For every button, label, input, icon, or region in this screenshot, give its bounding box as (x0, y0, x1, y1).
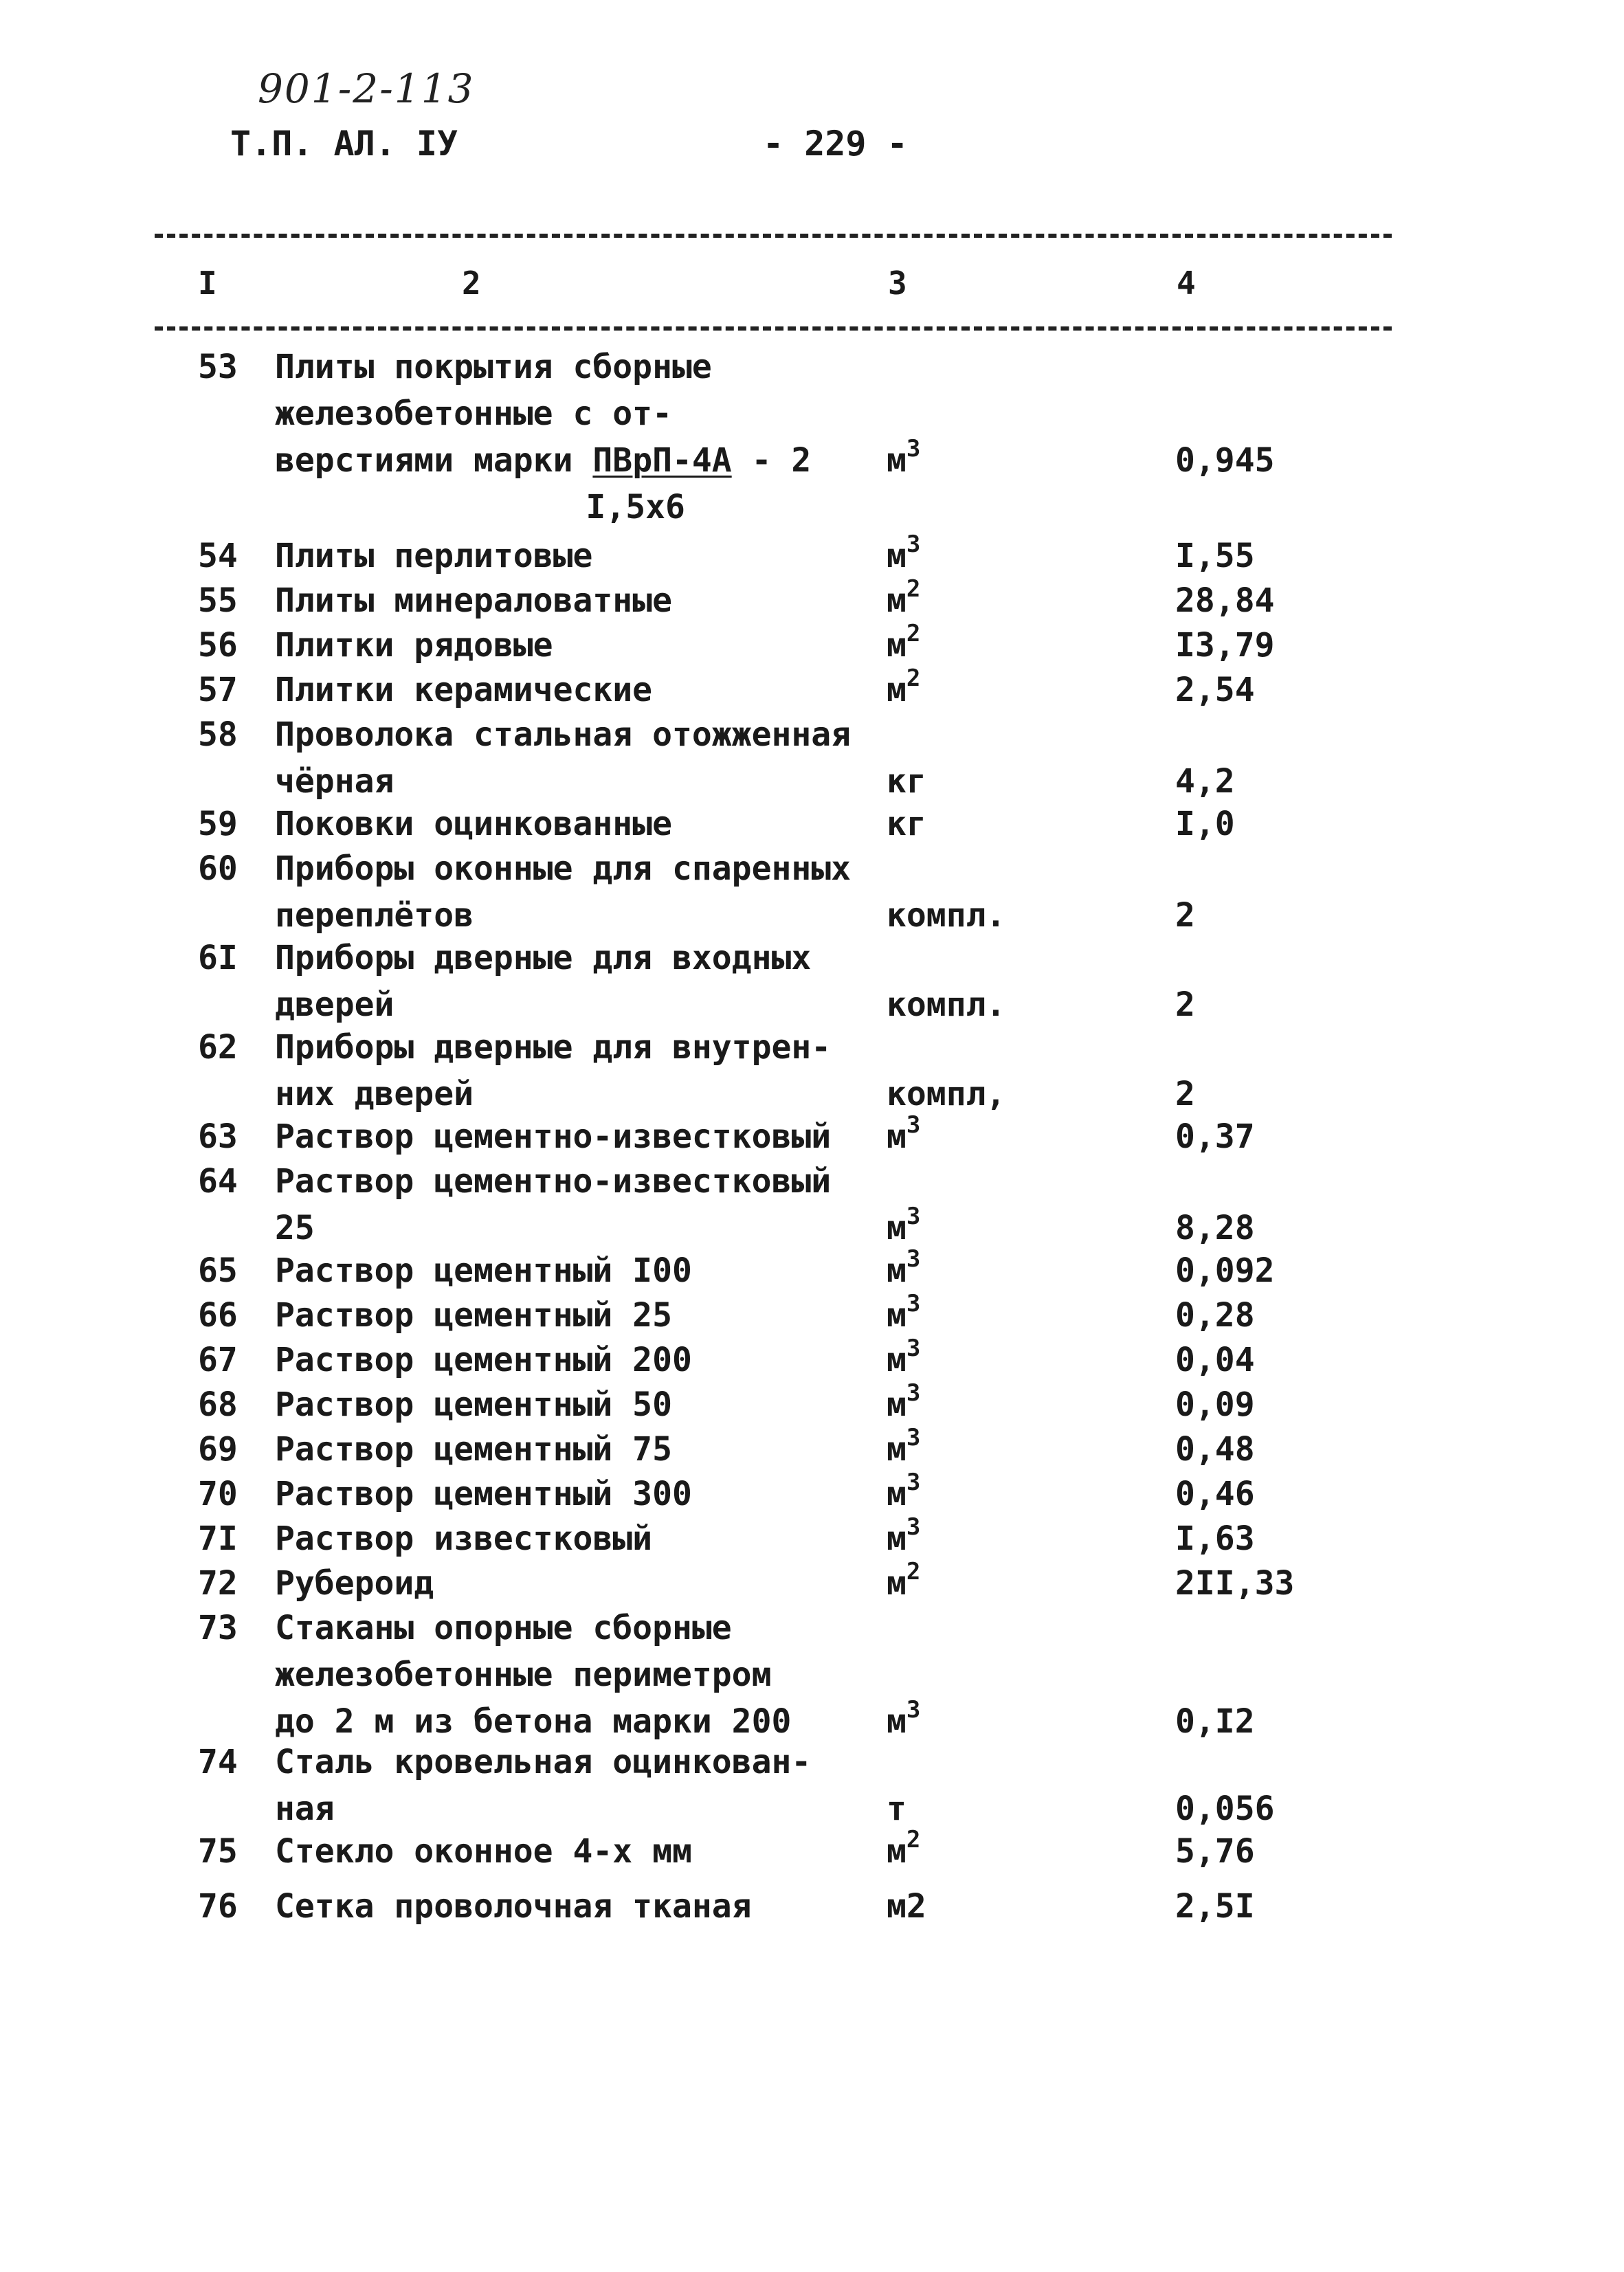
unit-base: м (887, 441, 906, 480)
unit-exponent: 3 (906, 1111, 921, 1139)
unit-of-measure (887, 1381, 920, 1428)
column-header-1: I (198, 265, 217, 302)
material-name-line (275, 935, 811, 981)
material-name-line (275, 1158, 831, 1205)
mark-denominator: I,5x6 (586, 488, 685, 526)
row-number: 66 (198, 1296, 238, 1335)
material-name-line (275, 1292, 672, 1339)
material-name (275, 533, 592, 579)
unit-of-measure (887, 577, 920, 624)
material-name-line (275, 1605, 791, 1651)
material-name (275, 1247, 692, 1294)
unit-base: м (887, 1385, 906, 1424)
material-name-line (275, 1560, 434, 1607)
unit-exponent: 3 (906, 1335, 921, 1362)
row-number: 53 (198, 348, 238, 386)
material-name-text: верстиями марки (275, 441, 573, 480)
material-name-line (275, 1471, 692, 1517)
material-name (275, 801, 672, 847)
unit-exponent: 3 (906, 1513, 921, 1541)
material-name-text: Сетка проволочная тканая (275, 1887, 752, 1926)
unit-base: кг (887, 805, 926, 843)
material-name-line (275, 1205, 831, 1251)
quantity: 2 (1175, 1075, 1195, 1113)
row-number: 7I (198, 1519, 238, 1558)
unit-exponent: 3 (906, 1424, 921, 1451)
material-name-line (275, 437, 812, 526)
document-code: Т.П. АЛ. IУ (230, 124, 458, 164)
material-name (275, 845, 851, 939)
material-name-text: Раствор цементный I00 (275, 1251, 692, 1290)
material-name-text: Раствор известковый (275, 1519, 653, 1558)
material-name-text: Раствор цементный 200 (275, 1341, 692, 1379)
material-name-text: Стекло оконное 4-х мм (275, 1832, 692, 1871)
quantity: 0,28 (1175, 1296, 1255, 1335)
row-number: 69 (198, 1430, 238, 1469)
material-name-text: Раствор цементный 300 (275, 1475, 692, 1513)
quantity: 0,I2 (1175, 1702, 1255, 1741)
unit-exponent: 2 (906, 575, 921, 603)
unit-base: м (887, 1832, 906, 1871)
quantity: I,55 (1175, 537, 1255, 575)
unit-of-measure (887, 1292, 920, 1339)
material-name-text: Проволока стальная отожженная (275, 715, 852, 754)
material-name (275, 1515, 652, 1562)
quantity: 4,2 (1175, 762, 1235, 801)
unit-of-measure (887, 622, 920, 669)
material-name-line (275, 1785, 811, 1832)
material-name-line (275, 1698, 791, 1745)
material-name (275, 1337, 692, 1383)
unit-exponent: 2 (906, 665, 921, 692)
material-name-line (275, 1828, 692, 1875)
unit-base: м (887, 1251, 906, 1290)
unit-exponent: 3 (906, 1203, 921, 1230)
unit-of-measure (887, 533, 920, 579)
unit-exponent: 3 (906, 1379, 921, 1407)
row-number: 54 (198, 537, 238, 575)
row-number: 75 (198, 1832, 238, 1871)
unit-base: м (887, 671, 906, 709)
row-number: 72 (198, 1564, 238, 1603)
unit-base: м2 (887, 1887, 926, 1926)
quantity: 8,28 (1175, 1209, 1255, 1247)
unit-base: компл. (887, 985, 1006, 1024)
material-name-text: 25 (275, 1209, 315, 1247)
material-name (275, 1739, 811, 1832)
quantity: 0,056 (1175, 1790, 1275, 1828)
unit-exponent: 2 (906, 620, 921, 647)
unit-of-measure (887, 437, 920, 484)
unit-of-measure (887, 1883, 926, 1930)
material-name (275, 935, 811, 1028)
row-number: 65 (198, 1251, 238, 1290)
mark-suffix: - 2 (731, 441, 812, 480)
material-name-line (275, 758, 851, 805)
material-name (275, 1381, 672, 1428)
column-header-3: 3 (888, 265, 907, 302)
row-number: 59 (198, 805, 238, 843)
quantity: 2 (1175, 896, 1195, 935)
unit-of-measure (887, 1471, 920, 1517)
unit-of-measure (887, 1560, 920, 1607)
unit-base: т (887, 1790, 906, 1828)
unit-of-measure (887, 1785, 906, 1832)
material-name-line (275, 1515, 652, 1562)
table-top-rule (155, 234, 1392, 238)
quantity: 0,37 (1175, 1117, 1255, 1156)
unit-exponent: 3 (906, 531, 921, 558)
material-name (275, 1024, 831, 1117)
material-name-line (275, 1247, 692, 1294)
material-name-text: переплётов (275, 896, 474, 935)
material-name-text: Поковки оцинкованные (275, 805, 672, 843)
quantity: 2 (1175, 985, 1195, 1024)
material-name-text: Раствор цементно-известковый (275, 1162, 832, 1201)
quantity: 0,945 (1175, 441, 1275, 480)
material-name-text: Раствор цементный 25 (275, 1296, 672, 1335)
quantity: I,63 (1175, 1519, 1255, 1558)
unit-of-measure (887, 1337, 920, 1383)
quantity: 2II,33 (1175, 1564, 1295, 1603)
unit-of-measure (887, 1071, 1005, 1117)
material-name-line (275, 1381, 672, 1428)
material-name-text: Сталь кровельная оцинкован- (275, 1743, 812, 1781)
quantity: 0,09 (1175, 1385, 1255, 1424)
material-name-text: Раствор цементный 50 (275, 1385, 672, 1424)
material-name-text: Приборы дверные для внутрен- (275, 1028, 832, 1067)
unit-base: м (887, 626, 906, 665)
row-number: 73 (198, 1609, 238, 1647)
unit-of-measure (887, 1426, 920, 1473)
row-number: 60 (198, 849, 238, 888)
material-name (275, 1883, 752, 1930)
unit-of-measure (887, 1698, 920, 1745)
material-name-line (275, 1024, 831, 1071)
material-name-text: Плитки рядовые (275, 626, 553, 665)
row-number: 68 (198, 1385, 238, 1424)
row-number: 58 (198, 715, 238, 754)
row-number: 74 (198, 1743, 238, 1781)
row-number: 57 (198, 671, 238, 709)
quantity: 0,092 (1175, 1251, 1275, 1290)
unit-of-measure (887, 1515, 920, 1562)
row-number: 76 (198, 1887, 238, 1926)
material-name-text: Раствор цементный 75 (275, 1430, 672, 1469)
table-header-rule (155, 326, 1392, 331)
unit-base: компл. (887, 896, 1006, 935)
unit-base: м (887, 1209, 906, 1247)
quantity: 2,54 (1175, 671, 1255, 709)
unit-base: м (887, 1430, 906, 1469)
unit-of-measure (887, 981, 1005, 1028)
material-name (275, 1292, 672, 1339)
material-name-text: Плиты покрытия сборные (275, 348, 712, 386)
unit-of-measure (887, 801, 926, 847)
column-header-2: 2 (462, 265, 481, 302)
material-name-text: железобетонные периметром (275, 1656, 772, 1694)
mark-numerator: ПВрП-4А (592, 441, 732, 480)
unit-base: м (887, 1519, 906, 1558)
unit-of-measure (887, 1205, 920, 1251)
unit-base: м (887, 1341, 906, 1379)
row-number: 67 (198, 1341, 238, 1379)
row-number: 55 (198, 581, 238, 620)
material-name (275, 1113, 831, 1160)
material-name-line (275, 1113, 831, 1160)
row-number: 63 (198, 1117, 238, 1156)
row-number: 64 (198, 1162, 238, 1201)
unit-base: компл, (887, 1075, 1006, 1113)
unit-of-measure (887, 1247, 920, 1294)
quantity: I3,79 (1175, 626, 1275, 665)
row-number: 56 (198, 626, 238, 665)
quantity: 2,5I (1175, 1887, 1255, 1926)
unit-exponent: 3 (906, 1696, 921, 1724)
unit-base: м (887, 1702, 906, 1741)
material-name (275, 667, 652, 713)
material-name-text: ная (275, 1790, 335, 1828)
material-name-text: них дверей (275, 1075, 474, 1113)
quantity: 0,04 (1175, 1341, 1255, 1379)
material-name (275, 1426, 672, 1473)
unit-base: м (887, 1117, 906, 1156)
unit-exponent: 3 (906, 1245, 921, 1273)
material-name-line (275, 533, 592, 579)
material-name-text: чёрная (275, 762, 394, 801)
material-name-text: Приборы оконные для спаренных (275, 849, 852, 888)
material-name-text: Стаканы опорные сборные (275, 1609, 732, 1647)
material-name-line (275, 622, 553, 669)
material-name (275, 622, 553, 669)
row-number: 6I (198, 939, 238, 977)
unit-base: м (887, 1564, 906, 1603)
unit-of-measure (887, 1113, 920, 1160)
material-name-text: до 2 м из бетона марки 200 (275, 1702, 792, 1741)
quantity: 5,76 (1175, 1832, 1255, 1871)
unit-exponent: 2 (906, 1558, 921, 1585)
unit-exponent: 3 (906, 1469, 921, 1496)
unit-of-measure (887, 667, 920, 713)
unit-exponent: 3 (906, 435, 921, 463)
material-name-line (275, 845, 851, 892)
material-name-text: Плитки керамические (275, 671, 653, 709)
material-name-line (275, 667, 652, 713)
quantity: 0,48 (1175, 1430, 1255, 1469)
material-name (275, 1605, 791, 1745)
material-name-line (275, 1071, 831, 1117)
unit-exponent: 3 (906, 1290, 921, 1317)
unit-of-measure (887, 892, 1005, 939)
material-name (275, 1471, 692, 1517)
unit-of-measure (887, 758, 926, 805)
material-name (275, 1828, 692, 1875)
unit-base: м (887, 1296, 906, 1335)
material-name-text: Приборы дверные для входных (275, 939, 812, 977)
material-name-line (275, 1883, 752, 1930)
material-name-text: железобетонные с от- (275, 394, 672, 433)
material-name-line (275, 1426, 672, 1473)
row-number: 70 (198, 1475, 238, 1513)
material-name (275, 711, 851, 805)
unit-exponent: 2 (906, 1826, 921, 1853)
material-name-line (275, 981, 811, 1028)
quantity: I,0 (1175, 805, 1235, 843)
column-header-4: 4 (1177, 265, 1196, 302)
material-name-line (275, 1651, 791, 1698)
material-name-line (275, 801, 672, 847)
mark-fraction (586, 437, 732, 526)
material-name-line (275, 1739, 811, 1785)
material-name-line (275, 892, 851, 939)
material-name-line (275, 711, 851, 758)
material-name (275, 1158, 831, 1251)
handwritten-document-code: 901-2-113 (258, 65, 475, 112)
material-name-text: Плиты минераловатные (275, 581, 672, 620)
material-name-line (275, 577, 672, 624)
quantity: 28,84 (1175, 581, 1275, 620)
material-name-line (275, 1337, 692, 1383)
material-name (275, 1560, 434, 1607)
material-name (275, 577, 672, 624)
unit-base: кг (887, 762, 926, 801)
unit-base: м (887, 537, 906, 575)
material-name-line (275, 344, 811, 390)
material-name-text: Раствор цементно-известковый (275, 1117, 832, 1156)
page-number: - 229 - (763, 124, 908, 164)
material-name-text: Рубероид (275, 1564, 434, 1603)
unit-base: м (887, 1475, 906, 1513)
unit-base: м (887, 581, 906, 620)
row-number: 62 (198, 1028, 238, 1067)
quantity: 0,46 (1175, 1475, 1255, 1513)
material-name-text: Плиты перлитовые (275, 537, 593, 575)
material-name (275, 344, 812, 526)
material-name-line (275, 390, 811, 437)
material-name-text: дверей (275, 985, 394, 1024)
unit-of-measure (887, 1828, 920, 1875)
